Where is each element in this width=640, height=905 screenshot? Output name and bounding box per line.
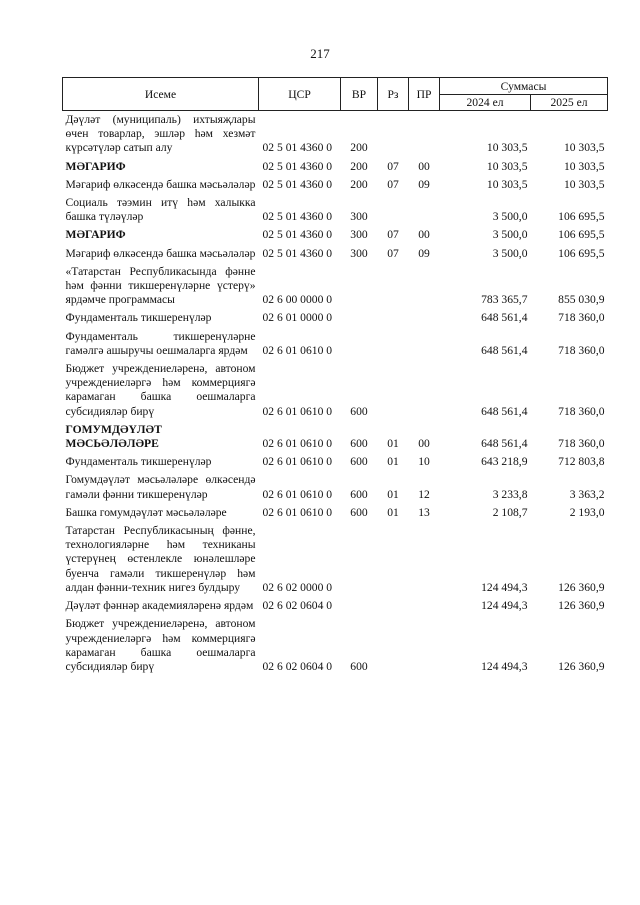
row-csr: 02 6 01 0000 0 (262, 311, 333, 325)
row-pr: 09 (418, 177, 430, 191)
row-csr: 02 6 01 0610 0 (262, 487, 333, 501)
row-sum-2024: 648 561,4 (481, 404, 528, 418)
row-sum-2024: 648 561,4 (481, 437, 528, 451)
row-sum-2024: 124 494,3 (481, 599, 528, 613)
row-sum-2025: 712 803,8 (558, 455, 605, 469)
table-row (63, 245, 608, 263)
row-name: Татарстан Республикасының фәнне, технологияләрне һәм техниканы үстерүнең өстенлекле юнәлешләре буенча гамәли тикшеренүләр һәм алдан фәнни-техник нигез булдыру (65, 524, 256, 594)
row-vr: 600 (350, 437, 368, 451)
row-csr: 02 6 01 0610 0 (262, 455, 333, 469)
row-sum-2025: 10 303,5 (563, 141, 605, 155)
row-rz: 07 (387, 177, 399, 191)
row-sum-2025: 126 360,9 (558, 659, 605, 673)
row-sum-2025: 10 303,5 (563, 177, 605, 191)
row-vr: 600 (350, 505, 368, 519)
row-rz (378, 522, 409, 597)
row-sum-2024: 2 108,7 (492, 505, 528, 519)
row-vr: 600 (350, 455, 368, 469)
header-pr: ПР (409, 78, 440, 111)
row-vr: 200 (350, 177, 368, 191)
row-pr: 00 (418, 228, 430, 242)
row-sum-2024: 648 561,4 (481, 343, 528, 357)
row-rz: 01 (387, 455, 399, 469)
row-sum-2024: 3 500,0 (492, 210, 528, 224)
header-year-2025: 2025 ел (531, 95, 608, 111)
row-rz (378, 597, 409, 615)
row-sum-2025: 10 303,5 (563, 159, 605, 173)
row-sum-2025: 3 363,2 (569, 487, 605, 501)
row-rz (378, 328, 409, 360)
row-sum-2025: 718 360,0 (558, 437, 605, 451)
row-sum-2024: 10 303,5 (486, 177, 528, 191)
table-row (63, 421, 608, 453)
row-rz: 07 (387, 228, 399, 242)
table-row (63, 453, 608, 471)
row-csr: 02 6 02 0000 0 (262, 580, 333, 594)
row-sum-2025: 718 360,0 (558, 311, 605, 325)
row-name: МӘГАРИФ (65, 159, 126, 173)
row-sum-2024: 3 500,0 (492, 228, 528, 242)
row-sum-2025: 855 030,9 (558, 293, 605, 307)
row-vr: 200 (350, 159, 368, 173)
table-row (63, 360, 608, 421)
row-name: Дәүләт фәннәр академияләренә ярдәм (65, 599, 254, 613)
row-vr (341, 309, 378, 327)
row-vr: 200 (350, 141, 368, 155)
row-rz (378, 309, 409, 327)
row-name: «Татарстан Республикасында фәнне һәм фәнни тикшеренүләрне үстерү» ярдәмче программасы (65, 264, 256, 307)
row-name: Социаль тәэмин итү һәм халыкка башка түләүләр (65, 196, 256, 224)
row-csr: 02 5 01 4360 0 (262, 141, 333, 155)
row-sum-2024: 124 494,3 (481, 580, 528, 594)
page-number: 217 (310, 46, 330, 61)
row-name: Фундаменталь тикшеренүләр (65, 455, 212, 469)
table-row (63, 194, 608, 226)
row-vr: 300 (350, 246, 368, 260)
header-rz: Рз (378, 78, 409, 111)
row-sum-2025: 106 695,5 (558, 210, 605, 224)
row-csr: 02 6 01 0610 0 (262, 437, 333, 451)
table-row (63, 176, 608, 194)
row-pr (409, 615, 440, 676)
row-pr: 12 (418, 487, 430, 501)
row-vr: 600 (350, 659, 368, 673)
row-rz: 07 (387, 246, 399, 260)
row-rz: 01 (387, 505, 399, 519)
table-row (63, 471, 608, 503)
row-pr (409, 194, 440, 226)
row-rz (378, 360, 409, 421)
row-csr: 02 6 01 0610 0 (262, 404, 333, 418)
row-name: ГОМУМДӘҮЛӘТ МӘСЬӘЛӘЛӘРЕ (65, 422, 162, 451)
row-pr (409, 111, 440, 158)
row-csr: 02 6 01 0610 0 (262, 505, 333, 519)
row-pr: 00 (418, 159, 430, 173)
row-name: Фундаменталь тикшеренүләр (65, 311, 212, 325)
row-name: Бюджет учреждениеләренә, автоном учреждениеләргә һәм коммерциягә карамаган башка оешмаларга субсидияләр бирү (65, 362, 256, 418)
row-sum-2025: 106 695,5 (558, 246, 605, 260)
row-sum-2024: 3 500,0 (492, 246, 528, 260)
table-row (63, 309, 608, 327)
row-pr: 09 (418, 246, 430, 260)
budget-table (62, 77, 608, 676)
row-sum-2024: 648 561,4 (481, 311, 528, 325)
row-csr: 02 6 02 0604 0 (262, 659, 333, 673)
row-rz (378, 111, 409, 158)
table-body (63, 111, 608, 677)
row-sum-2025: 718 360,0 (558, 343, 605, 357)
row-vr: 300 (350, 228, 368, 242)
header-vr: ВР (341, 78, 378, 111)
row-sum-2025: 2 193,0 (569, 505, 605, 519)
row-pr: 00 (418, 437, 430, 451)
row-csr: 02 6 02 0604 0 (262, 599, 333, 613)
row-name: Фундаменталь тикшеренүләрне гамәлгә ашыручы оешмаларга ярдәм (65, 329, 256, 357)
row-rz (378, 263, 409, 310)
table-row (63, 504, 608, 522)
row-pr (409, 328, 440, 360)
row-csr: 02 5 01 4360 0 (262, 159, 333, 173)
row-csr: 02 5 01 4360 0 (262, 228, 333, 242)
row-vr: 300 (350, 210, 368, 224)
row-name: Мәгариф өлкәсендә башка мәсьәләләр (65, 177, 256, 191)
row-csr: 02 5 01 4360 0 (262, 177, 333, 191)
table-row (63, 522, 608, 597)
row-pr (409, 597, 440, 615)
row-pr (409, 522, 440, 597)
table-row (63, 263, 608, 310)
row-csr: 02 5 01 4360 0 (262, 210, 333, 224)
row-sum-2025: 106 695,5 (558, 228, 605, 242)
table-row (63, 226, 608, 244)
row-sum-2025: 126 360,9 (558, 580, 605, 594)
row-sum-2025: 718 360,0 (558, 404, 605, 418)
row-pr (409, 360, 440, 421)
row-csr: 02 5 01 4360 0 (262, 246, 333, 260)
row-name: Дәүләт (муниципаль) ихтыяҗлары өчен товарлар, эшләр һәм хезмәт күрсәтүләр сатып алу (65, 113, 256, 155)
header-csr: ЦСР (259, 78, 341, 111)
row-name: Башка гомумдәүләт мәсьәләләре (65, 505, 227, 519)
table-row (63, 158, 608, 176)
row-sum-2024: 643 218,9 (481, 455, 528, 469)
row-sum-2024: 124 494,3 (481, 659, 528, 673)
row-rz: 07 (387, 159, 399, 173)
row-vr (341, 263, 378, 310)
table-row (63, 597, 608, 615)
header-year-2024: 2024 ел (440, 95, 531, 111)
row-pr: 10 (418, 455, 430, 469)
row-pr (409, 309, 440, 327)
row-csr: 02 6 00 0000 0 (262, 293, 333, 307)
row-sum-2024: 783 365,7 (481, 293, 528, 307)
row-vr (341, 522, 378, 597)
table-row (63, 328, 608, 360)
row-rz (378, 194, 409, 226)
row-name: Гомумдәүләт мәсьәләләре өлкәсендә гамәли фәнни тикшеренүләр (65, 473, 256, 501)
row-vr (341, 328, 378, 360)
row-csr: 02 6 01 0610 0 (262, 343, 333, 357)
header-name: Исеме (63, 78, 259, 111)
row-pr (409, 263, 440, 310)
row-vr: 600 (350, 487, 368, 501)
row-vr: 600 (350, 404, 368, 418)
row-pr: 13 (418, 505, 430, 519)
row-sum-2024: 10 303,5 (486, 141, 528, 155)
row-rz (378, 615, 409, 676)
row-sum-2025: 126 360,9 (558, 599, 605, 613)
row-vr (341, 597, 378, 615)
header-sums: Суммасы (440, 78, 608, 95)
row-name: МӘГАРИФ (65, 228, 126, 242)
row-rz: 01 (387, 487, 399, 501)
table-row (63, 615, 608, 676)
row-sum-2024: 3 233,8 (492, 487, 528, 501)
row-name: Мәгариф өлкәсендә башка мәсьәләләр (65, 246, 256, 260)
row-rz: 01 (387, 437, 399, 451)
row-sum-2024: 10 303,5 (486, 159, 528, 173)
table-row (63, 111, 608, 158)
row-name: Бюджет учреждениеләренә, автоном учреждениеләргә һәм коммерциягә карамаган башка оешмаларга субсидияләр бирү (65, 617, 256, 673)
